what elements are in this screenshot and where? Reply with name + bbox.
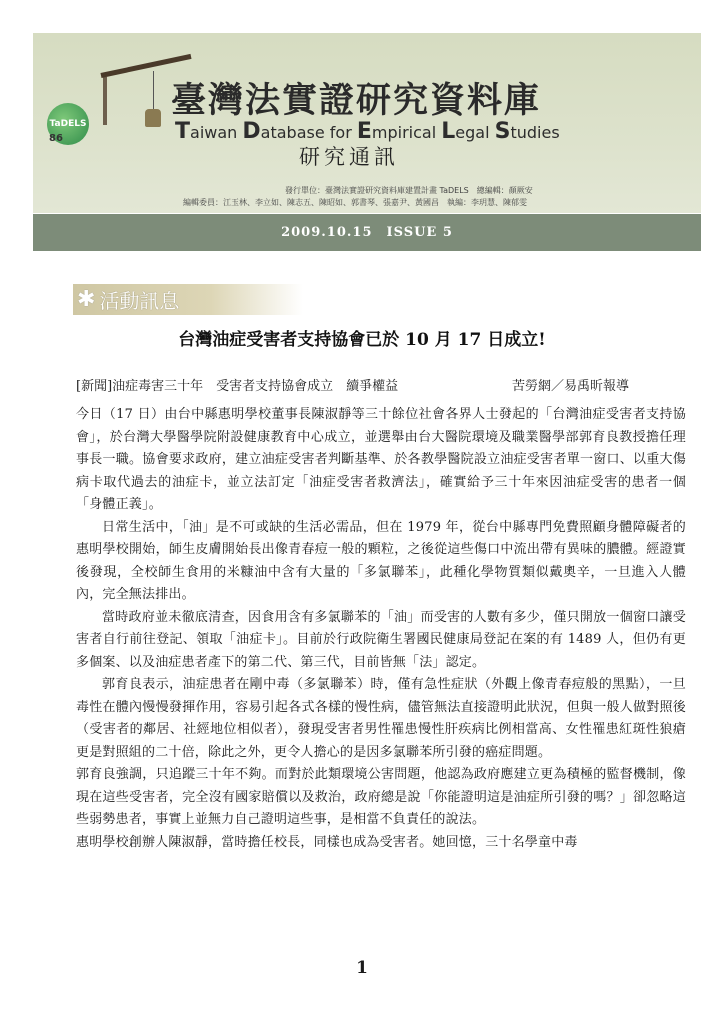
article-paragraph: 當時政府並未徹底清查，因食用含有多氯聯苯的「油」而受害的人數有多少，僅只開放一個窗口讓受害者自行前往登記、領取「油症卡」。目前於行政院衛生署國民健康局登記在案的有 1489 人，但仍有更多個案、以及油症患者產下的第二代、第三代，目前皆無「法」認定。 (76, 609, 686, 670)
publisher-line: 發行單位：臺灣法實證研究資料庫建置計畫 TaDELS 總編輯：顏厥安 (285, 186, 533, 195)
database-title-chinese: 臺灣法實證研究資料庫 (171, 80, 542, 121)
database-title-english: Taiwan Database for Empirical Legal Studies (175, 119, 560, 144)
news-subheading: [新聞]油症毒害三十年 受害者支持協會成立 續爭權益 (76, 379, 399, 394)
asterisk-icon: ✱ (77, 287, 96, 312)
section-banner (73, 284, 303, 315)
article-body (76, 404, 686, 854)
page-number: 1 (356, 958, 368, 978)
logo-number: 86 (49, 133, 63, 144)
article-paragraph: 惠明學校創辦人陳淑靜，當時擔任校長，同樣也成為受害者。她回憶，三十名學童中毒 (76, 834, 578, 850)
article-paragraph: 郭育良表示，油症患者在剛中毒（多氯聯苯）時，僅有急性症狀（外觀上像青春痘般的黑點），一旦毒性在體內慢慢發揮作用，容易引起各式各樣的慢性病，儘管無法直接證明此狀況，但與一般人做對照後（受害者的鄰居、社經地位相似者），發現受害者男性罹患慢性肝疾病比例相當高、女性罹患紅斑性狼瘡更是對照組的二十倍，除此之外，更令人擔心的是因多氯聯苯所引發的癌症問題。 (76, 677, 686, 760)
scale-stand-graphic (103, 77, 107, 125)
newsletter-subtitle: 研究通訊 (299, 145, 399, 169)
article-headline: 台灣油症受害者支持協會已於 10 月 17 日成立! (178, 330, 546, 350)
tadels-logo: TaDELS (47, 103, 89, 145)
editors-line: 編輯委員：江玉林、李立如、陳志五、陳昭如、郭書琴、張嘉尹、黃國昌 執編：李玥慧、陳郁雯 (183, 198, 527, 207)
newsletter-header (33, 33, 701, 213)
issue-date-bar: 2009.10.15 ISSUE 5 (33, 214, 701, 251)
article-byline: 苦勞網／易禹昕報導 (512, 379, 630, 394)
article-paragraph: 今日（17 日）由台中縣惠明學校董事長陳淑靜等三十餘位社會各界人士發起的「台灣油症受害者支持協會」，於台灣大學醫學院附設健康教育中心成立，並選舉由台大醫院環境及職業醫學部郭育良教授擔任理事長一職。協會要求政府，建立油症受害者判斷基準、於各教學醫院設立油症受害者單一窗口、以重大傷病卡取代過去的油症卡，並立法訂定「油症受害者救濟法」，確實給予三十年來因油症受害的患者一個「身體正義」。 (76, 407, 686, 512)
section-label: 活動訊息 (99, 289, 180, 313)
scale-weight-graphic (145, 109, 161, 127)
article-paragraph: 日常生活中，「油」是不可或缺的生活必需品，但在 1979 年，從台中縣專門免費照顧身體障礙者的惠明學校開始，師生皮膚開始長出像青春痘一般的顆粒，之後從這些傷口中流出帶有異味的膿體。經證實後發現，全校師生食用的米糠油中含有大量的「多氯聯苯」，此種化學物質類似戴奧辛，一旦進入人體內，完全無法排出。 (76, 519, 686, 602)
scale-cord-graphic (153, 71, 154, 111)
article-paragraph: 郭育良強調，只追蹤三十年不夠。而對於此類環境公害問題，他認為政府應建立更為積極的監督機制，像現在這些受害者，完全沒有國家賠償以及救治，政府總是說「你能證明這是油症所引發的嗎？」卻忽略這些弱勢患者，事實上並無力自己證明這些事，是相當不負責任的說法。 (76, 767, 686, 827)
